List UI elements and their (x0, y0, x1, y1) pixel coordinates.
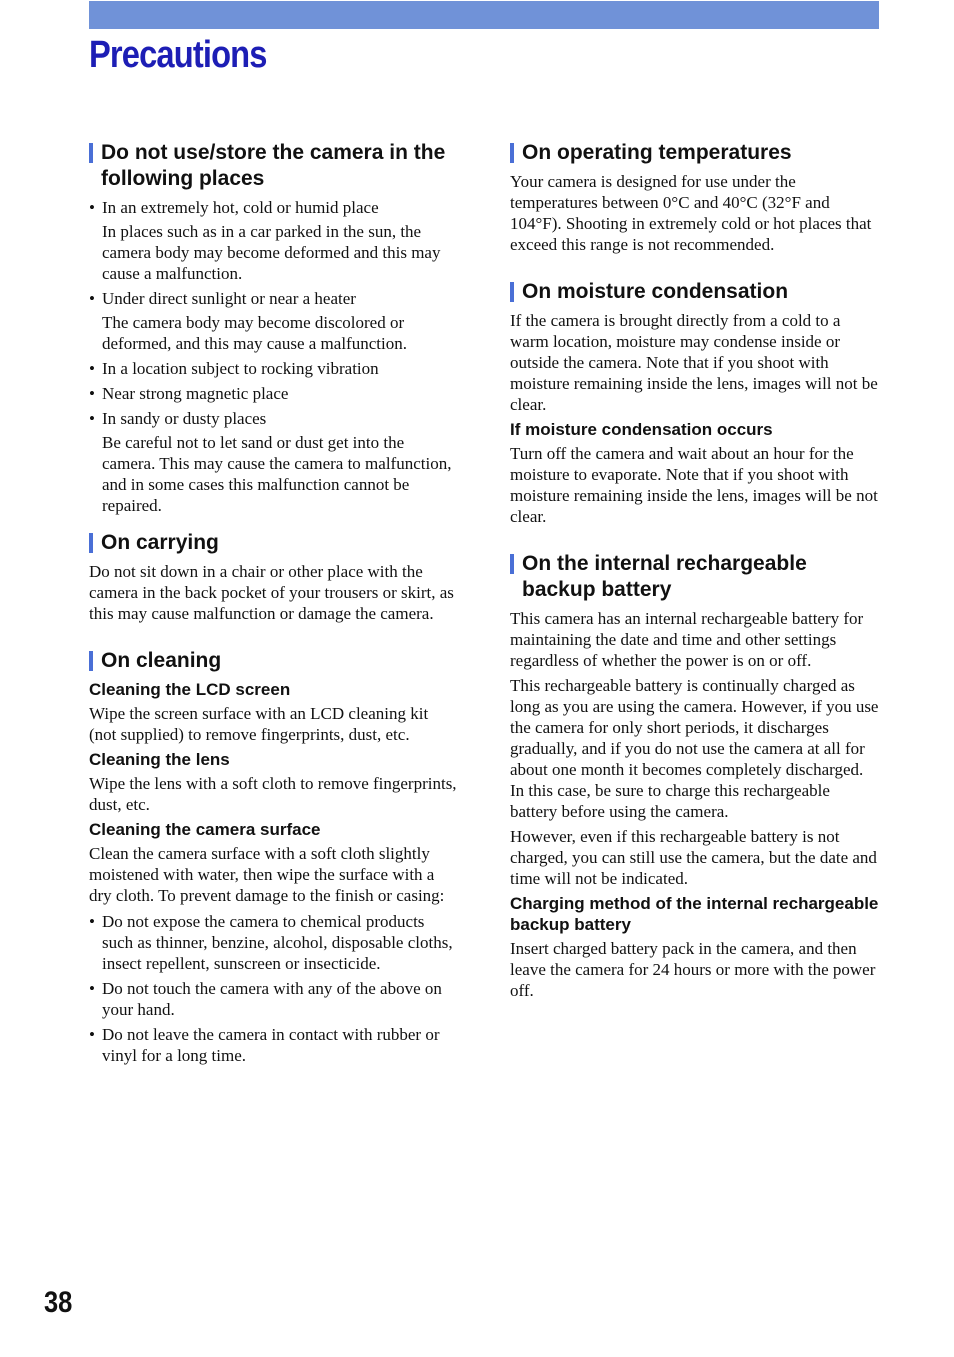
section-heading: On carrying (89, 530, 459, 556)
subheading-surface: Cleaning the camera surface (89, 820, 321, 839)
lcd-body: Wipe the screen surface with an LCD cleaning kit (not supplied) to remove fingerprints, dust, etc. (89, 704, 429, 744)
carrying-body: Do not sit down in a chair or other place with the camera in the back pocket of your trousers or skirt, as this may cause malfunction or damage the camera. (89, 562, 454, 623)
section-storage-places (89, 140, 459, 516)
list-item: • In a location subject to rocking vibration (89, 359, 379, 378)
subheading-lcd: Cleaning the LCD screen (89, 680, 291, 699)
section-heading: On cleaning (89, 648, 459, 674)
list-item-detail: In places such as in a car parked in the sun, the camera body may become deformed and this may cause a malfunction. (102, 222, 441, 283)
section-temperatures (510, 140, 880, 255)
list-item: • Do not leave the camera in contact with rubber or vinyl for a long time. (89, 1025, 440, 1065)
heading-marker (89, 143, 93, 163)
heading-marker (510, 554, 514, 574)
heading-marker (89, 533, 93, 553)
storage-places-list (89, 197, 459, 516)
section-heading: On the internal rechargeable backup battery (510, 551, 880, 603)
section-heading: Do not use/store the camera in the following places (89, 140, 459, 192)
condensation-occurs-body: Turn off the camera and wait about an hour for the moisture to evaporate. Note that if you shoot with moisture remaining inside the lens, images will be not clear. (510, 444, 878, 526)
left-column (89, 140, 459, 1070)
section-heading: On moisture condensation (510, 279, 880, 305)
battery-body-1: This camera has an internal rechargeable battery for maintaining the date and time and other settings regardless of whether the power is on or off. (510, 609, 864, 670)
battery-body-2: This rechargeable battery is continually charged as long as you are using the camera. However, if you use the camera for only short periods, it discharges gradually, and if you do not use the camera at all for about one month it becomes completely discharged. In this case, be sure to charge this rechargeable battery before using the camera. (510, 676, 879, 821)
section-heading: On operating temperatures (510, 140, 880, 166)
heading-marker (510, 282, 514, 302)
section-carrying (89, 530, 459, 624)
subheading-lens: Cleaning the lens (89, 750, 230, 769)
subheading-charging-method: Charging method of the internal rechargeable backup battery (510, 894, 879, 934)
heading-marker (89, 651, 93, 671)
section-condensation (510, 279, 880, 527)
list-item-detail: Be careful not to let sand or dust get into the camera. This may cause the camera to malfunction, and in some cases this malfunction cannot be repaired. (102, 433, 452, 515)
right-column (510, 140, 880, 1001)
list-item: • In sandy or dusty places Be careful not to let sand or dust get into the camera. This may cause the camera to malfunction, and in some cases this malfunction cannot be repaired. (89, 408, 459, 516)
temperatures-body: Your camera is designed for use under the temperatures between 0°C and 40°C (32°F and 104°F). Shooting in extremely cold or hot places that exceed this range is not recommended. (510, 172, 872, 254)
page-number: 38 (44, 1286, 73, 1319)
subheading-condensation-occurs: If moisture condensation occurs (510, 420, 773, 439)
charging-body: Insert charged battery pack in the camera, and then leave the camera for 24 hours or more with the power off. (510, 939, 876, 1000)
list-item: • Do not expose the camera to chemical products such as thinner, benzine, alcohol, disposable cloths, insect repellent, sunscreen or insecticide. (89, 912, 453, 973)
list-item: • In an extremely hot, cold or humid place In places such as in a car parked in the sun, the camera body may become deformed and this may cause a malfunction. (89, 197, 459, 284)
battery-body-3: However, even if this rechargeable battery is not charged, you can still use the camera, but the date and time will not be indicated. (510, 827, 877, 888)
condensation-body: If the camera is brought directly from a cold to a warm location, moisture may condense inside or outside the camera. Note that if you shoot with moisture remaining inside the lens, images will not be clear. (510, 311, 878, 414)
list-item: • Under direct sunlight or near a heater The camera body may become discolored or deformed, and this may cause a malfunction. (89, 288, 459, 354)
heading-marker (510, 143, 514, 163)
section-backup-battery (510, 551, 880, 1001)
header-color-bar (89, 1, 879, 29)
section-cleaning (89, 648, 459, 1066)
surface-body: Clean the camera surface with a soft cloth slightly moistened with water, then wipe the surface with a dry cloth. To prevent damage to the finish or casing: (89, 844, 445, 905)
list-item-detail: The camera body may become discolored or deformed, and this may cause a malfunction. (102, 313, 407, 353)
lens-body: Wipe the lens with a soft cloth to remove fingerprints, dust, etc. (89, 774, 457, 814)
list-item: • Near strong magnetic place (89, 384, 289, 403)
cleaning-warnings-list (89, 911, 459, 1066)
list-item: • Do not touch the camera with any of the above on your hand. (89, 979, 442, 1019)
page-title: Precautions (89, 34, 267, 76)
